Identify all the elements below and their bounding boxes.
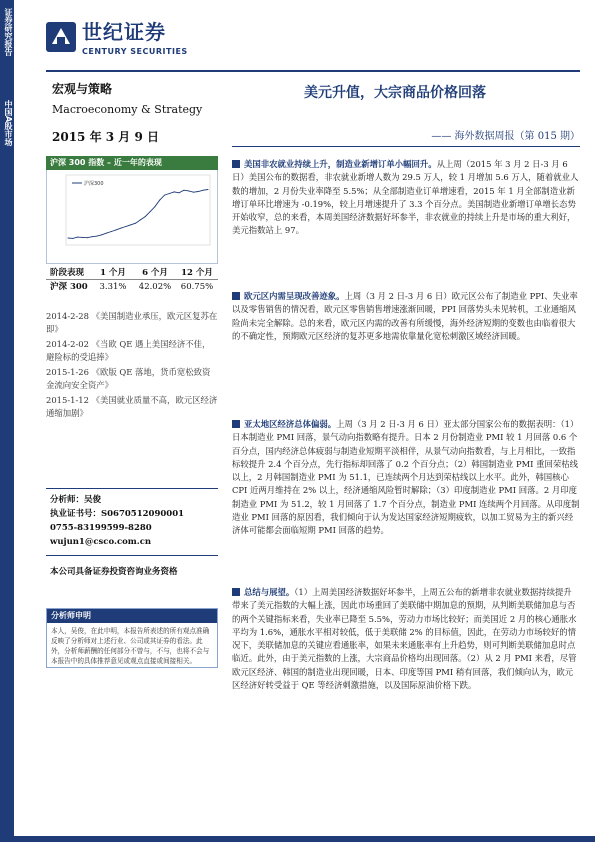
disclaimer-body: 本人，吴俊，在此申明，本报告所表述的所有观点准确反映了分析师对上述行业、公司或其证券的看法。此外，分析师薪酬的任何部分不曾与，不与，也将不会与本报告中的具体推荐意见或观点直接或间接相关。 xyxy=(51,627,210,665)
data-point xyxy=(174,191,175,192)
disclaimer-title: 分析师申明 xyxy=(47,609,217,623)
data-point xyxy=(164,195,165,196)
analyst-name: 分析师：吴俊 xyxy=(50,495,102,505)
report-subtitle: —— 海外数据周报（第 015 期） xyxy=(431,131,580,142)
data-point xyxy=(145,216,146,217)
data-point xyxy=(72,238,73,239)
analyst-email: wujun1@csco.com.cn xyxy=(50,537,152,547)
bullet-icon xyxy=(232,588,240,596)
table-cell: 3.31% xyxy=(99,282,127,292)
index-chart xyxy=(48,171,216,263)
data-point xyxy=(140,219,141,220)
data-point xyxy=(193,192,194,193)
data-point xyxy=(130,224,131,225)
related-report-item: 2015-1-12 《美国就业质量不高，欧元区经济通缩加剧》 xyxy=(46,395,218,418)
report-section-en: Macroeconomy & Strategy xyxy=(52,103,203,116)
data-point xyxy=(101,234,102,235)
analyst-phone: 0755-83199599-8280 xyxy=(50,523,152,533)
related-reports xyxy=(46,310,218,422)
qualification-statement: 本公司具备证券投资咨询业务资格 xyxy=(50,567,178,577)
table-cell: 沪深 300 xyxy=(50,282,88,292)
side-label-report-type: 证券研究报告 xyxy=(4,8,13,56)
title-rule xyxy=(232,146,580,147)
paragraph-lead: 美国非农就业持续上升，制造业新增订单小幅回升。 xyxy=(244,159,437,169)
bullet-icon xyxy=(232,292,240,300)
data-point xyxy=(198,191,199,192)
paragraph-lead: 总结与展望。 xyxy=(244,587,295,597)
legend-label: 沪深300 xyxy=(84,181,104,187)
table-cell: 60.75% xyxy=(180,282,214,292)
brand-name-cn: 世纪证券 xyxy=(82,20,166,44)
header-rule xyxy=(46,70,580,72)
data-point xyxy=(92,236,93,237)
data-point xyxy=(77,237,78,238)
paragraph-text: 上周（3 月 2 日-3 月 6 日）欧元区公布了制造业 PPI、失业率以及零售销售的情况看，欧元区零售销售增速涨渐回暖，PPI 回落势头未见转机，工业通缩风险尚未完全解除。总的来看，欧元区内需的改善有所缓慢，海外经济短期的变数也由临着很大的不确定性，预期欧元区经济的复苏更多地需依靠量化宽松刺激区域经济回暖。 xyxy=(232,291,578,341)
data-point xyxy=(183,190,184,191)
report-date: 2015 年 3 月 9 日 xyxy=(52,130,159,144)
data-point xyxy=(179,192,180,193)
data-point xyxy=(203,190,204,191)
table-header-cell: 1 个月 xyxy=(100,268,126,278)
body-paragraph-asia-pacific xyxy=(232,418,580,538)
side-label-market: 中国A股市场 xyxy=(4,100,13,147)
chart-header: 沪深 300 指数 – 近一年的表现 xyxy=(46,156,218,170)
related-report-item: 2014-2-02 《当欧 QE 遇上美国经济不佳，避险标的受追捧》 xyxy=(46,339,211,362)
data-point xyxy=(169,193,170,194)
data-point xyxy=(87,237,88,238)
table-header-cell: 6 个月 xyxy=(142,268,168,278)
paragraph-text: 从上周（2015 年 3 月 2 日-3 月 6 日）美国公布的数据看，非农就业新增人数为 29.5 万人，较 1 月增加 5.6 万人，随着就业人数的增加，2 月份失业率降至 5.5%；从全部制造业订单增速看，2015 年 1 月全部制造业新增订单环比增速为 -0.19%，较上月增速提升了 3.3 个百分点。美国制造业新增订单增长态势开始收窄，总的来看，本周美国经济数据好坏参半，非农就业的持续上升是市场的重大利好，美元指数站上 97。 xyxy=(232,159,579,236)
bottom-bar xyxy=(14,836,595,842)
table-header-row xyxy=(46,266,218,280)
data-point xyxy=(111,231,112,232)
paragraph-lead: 欧元区内需呈现改善迹象。 xyxy=(244,291,345,301)
data-point xyxy=(68,238,69,239)
report-section: 宏观与策略 xyxy=(52,82,113,96)
paragraph-lead: 亚太地区经济总体偏弱。 xyxy=(244,419,337,429)
analyst-disclaimer xyxy=(46,608,218,668)
data-point xyxy=(125,226,126,227)
body-paragraph-eurozone xyxy=(232,290,580,343)
bullet-icon xyxy=(232,420,240,428)
data-point xyxy=(106,233,107,234)
brand-logo xyxy=(46,20,206,64)
table-row xyxy=(46,280,218,294)
table-header-cell: 12 个月 xyxy=(181,268,213,278)
data-point xyxy=(188,190,189,191)
bullet-icon xyxy=(232,160,240,168)
analyst-info xyxy=(46,488,218,556)
table-cell: 42.02% xyxy=(138,282,172,292)
data-point xyxy=(154,206,155,207)
paragraph-text: （1）上周美国经济数据好坏参半，上周五公布的新增非农就业数据持续提升带来了美元指数的大幅上涨，因此市场重回了美联储中期加息的预期，从判断美联储加息与否的两个关键指标来看，失业率已降至 5.5%，劳动力市场比较好；而美国近 2 月的核心通胀水平均为 1.6%，通胀水平相对较低，低于美联储 2% 的目标值，因此，在劳动力市场较好的情况下，美联储加息的关键应看通胀率，如果未来通胀率有上升趋势，则可判断美联储加息时点临近。此外，由于美元指数的上涨，大宗商品价格均出现回落。（2）从 2 月 PMI 来看，尽管欧元区经济、韩国的制造业出现回暖，日本、印度等国 PMI 稍有回落，我们倾向认为，欧元区经济好转受益于 QE 等经济刺激措施，以及国际原油价格下跌。 xyxy=(232,587,577,691)
table-header-cell: 阶段表现 xyxy=(50,268,85,278)
related-report-item: 2014-2-28 《美国制造业承压，欧元区复苏在即》 xyxy=(46,311,218,334)
paragraph-text: 上周（3 月 2 日-3 月 6 日）亚太部分国家公布的数据表明：（1）日本制造业 PMI 回落，景气动向指数略有提升。日本 2 月份制造业 PMI 较 1 月回落 0.6 个百分点，国内经济总体疲弱与制造业短期平淡相伴，从景气动向指数看，与上月相比，一致指标较提升 2.4 个百分点，先行指标却回落了 0.2 个百分点；（2）韩国制造业 PMI 重回荣枯线以上，2 月韩国制造业 PMI 为 51.1，已连续两个月达到荣枯线以上水平。此外，韩国核心 CPI 近两月维持在 2% 以上，经济通缩风险暂时解除；（3）印度制造业 PMI 回落。2 月印度制造业 PMI 为 51.2，较 1 月回落了 1.7 个百分点，制造业 PMI 连续两个月回落。从印度制造业 PMI 回落的原因看，我们倾向于认为发达国家经济短期疲软，以加工贸易为主的新兴经济体可能都会面临短期 PMI 回落的趋势。 xyxy=(232,419,580,536)
data-point xyxy=(97,236,98,237)
data-point xyxy=(208,189,209,190)
analyst-cert: 执业证书号：S0670512090001 xyxy=(50,509,185,519)
data-point xyxy=(116,229,117,230)
body-paragraph-us xyxy=(232,158,580,238)
related-report-item: 2015-1-26 《欧版 QE 落地，货币宽松致资金流向安全资产》 xyxy=(46,367,211,390)
data-point xyxy=(159,200,160,201)
data-point xyxy=(121,228,122,229)
body-paragraph-summary xyxy=(232,586,580,692)
performance-table xyxy=(46,266,218,294)
brand-name-en: CENTURY SECURITIES xyxy=(82,47,188,56)
data-point xyxy=(82,237,83,238)
logo-mark-icon xyxy=(46,22,76,52)
report-headline: 美元升值，大宗商品价格回落 xyxy=(304,85,486,101)
data-point xyxy=(135,223,136,224)
data-point xyxy=(150,211,151,212)
